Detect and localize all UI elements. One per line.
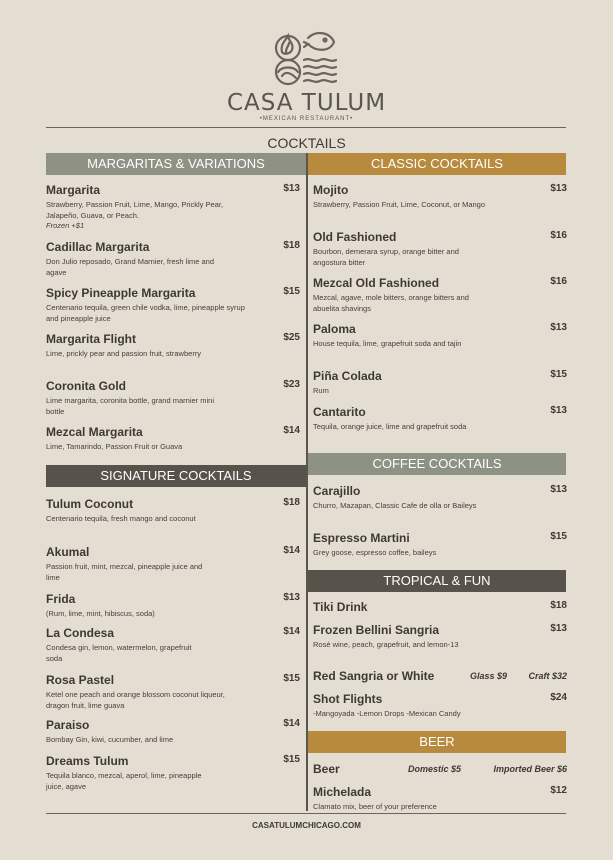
column-divider: [306, 153, 308, 811]
item-price: $15: [550, 531, 567, 542]
item-price: $18: [283, 240, 300, 251]
item-description: Rosé wine, peach, grapefruit, and lemon-13: [313, 640, 459, 649]
menu-item: [313, 484, 567, 511]
item-description: Centenario tequila, fresh mango and coconut: [46, 514, 196, 523]
item-description: Condesa gin, lemon, watermelon, grapefruit soda: [46, 643, 192, 663]
item-price: $13: [550, 623, 567, 634]
divider-bottom: [46, 813, 566, 814]
menu-item: [313, 669, 567, 683]
item-price: $13: [550, 484, 567, 495]
item-note: Frozen +$1: [46, 221, 85, 230]
menu-item: [46, 240, 300, 278]
item-price: $16: [550, 230, 567, 241]
item-description: Passion fruit, mint, mezcal, pineapple juice and lime: [46, 562, 203, 582]
menu-item: [46, 425, 300, 452]
item-price: $13: [550, 183, 567, 194]
menu-item: [313, 762, 567, 776]
menu-item: [313, 276, 567, 314]
item-price: $14: [283, 718, 300, 729]
item-price: $14: [283, 545, 300, 556]
item-price: $18: [283, 497, 300, 508]
item-name: Mezcal Old Fashioned: [313, 276, 440, 290]
menu-item: [46, 754, 300, 792]
website-link[interactable]: CASATULUMCHICAGO.COM: [252, 821, 361, 830]
item-description: Lime, Tamarindo, Passion Fruit or Guava: [46, 442, 183, 451]
section-header-tropical: TROPICAL & FUN: [308, 570, 566, 592]
menu-item: [46, 286, 300, 324]
item-description: House tequila, lime, grapefruit soda and tajin: [313, 339, 462, 348]
item-name: Carajillo: [313, 484, 361, 498]
item-price-domestic: Domestic $5: [408, 764, 462, 774]
item-name: Spicy Pineapple Margarita: [46, 286, 196, 300]
item-name: Margarita Flight: [46, 332, 137, 346]
item-description: Ketel one peach and orange blossom coconut liqueur, dragon fruit, lime guava: [46, 690, 225, 710]
menu-item: [46, 545, 300, 583]
item-name: Cantarito: [313, 405, 366, 419]
item-name: Rosa Pastel: [46, 673, 115, 687]
item-price: $25: [283, 332, 300, 343]
menu-item: [313, 785, 567, 812]
menu-title: COCKTAILS: [267, 135, 346, 151]
item-price: $16: [550, 276, 567, 287]
item-price: $15: [283, 286, 300, 297]
menu-item: [46, 332, 300, 359]
item-price: $23: [283, 379, 300, 390]
menu-item: [313, 692, 567, 719]
item-name: Paloma: [313, 322, 356, 336]
item-price-glass: Glass $9: [470, 671, 508, 681]
item-description: Strawberry, Passion Fruit, Lime, Mango, Prickly Pear, Jalapeño, Guava, or Peach.: [46, 200, 224, 220]
section-header-coffee: COFFEE COCKTAILS: [308, 453, 566, 475]
item-name: Old Fashioned: [313, 230, 397, 244]
menu-item: [313, 230, 567, 268]
item-name: Espresso Martini: [313, 531, 410, 545]
menu-item: [313, 322, 567, 349]
item-description: -Mangoyada -Lemon Drops -Mexican Candy: [313, 709, 461, 718]
item-name: Paraiso: [46, 718, 90, 732]
item-name: Tulum Coconut: [46, 497, 134, 511]
menu-item: [46, 183, 300, 230]
menu-item: [46, 497, 300, 524]
item-price: $18: [550, 600, 567, 611]
menu-item: [313, 405, 567, 432]
menu-item: [313, 623, 567, 650]
item-description: Tequila blanco, mezcal, aperol, lime, pineapple juice, agave: [46, 771, 202, 791]
item-price: $15: [550, 369, 567, 380]
item-description: Bombay Gin, kiwi, cucumber, and lime: [46, 735, 174, 744]
brand-tagline: •MEXICAN RESTAURANT•: [259, 116, 354, 122]
menu-item: [46, 626, 300, 664]
item-name: Red Sangria or White: [313, 669, 435, 683]
item-name: Beer: [313, 762, 340, 776]
item-name: La Condesa: [46, 626, 115, 640]
item-price: $13: [283, 592, 300, 603]
section-header-margaritas: MARGARITAS & VARIATIONS: [46, 153, 306, 175]
item-name: Cadillac Margarita: [46, 240, 150, 254]
menu-item: [313, 183, 567, 210]
item-price: $13: [550, 405, 567, 416]
item-description: Lime margarita, coronita bottle, grand marnier mini bottle: [46, 396, 214, 416]
menu-item: [46, 673, 300, 711]
item-name: Margarita: [46, 183, 101, 197]
divider-top: [46, 127, 566, 128]
item-name: Frozen Bellini Sangria: [313, 623, 440, 637]
item-price: $13: [550, 322, 567, 333]
section-header-signature: SIGNATURE COCKTAILS: [46, 465, 306, 487]
item-description: Rum: [313, 386, 329, 395]
fire-fish-waves-logo-icon: [270, 30, 342, 86]
item-price: $15: [283, 754, 300, 765]
item-description: Centenario tequila, green chile vodka, lime, pineapple syrup and pineapple juice: [46, 303, 245, 323]
item-name: Mezcal Margarita: [46, 425, 143, 439]
menu-item: [313, 600, 567, 614]
section-header-beer: BEER: [308, 731, 566, 753]
menu-item: [46, 379, 300, 417]
item-name: Frida: [46, 592, 76, 606]
item-price: $14: [283, 626, 300, 637]
item-name: Piña Colada: [313, 369, 382, 383]
item-description: Grey goose, espresso coffee, baileys: [313, 548, 437, 557]
item-description: (Rum, lime, mint, hibiscus, soda): [46, 609, 155, 618]
item-description: Strawberry, Passion Fruit, Lime, Coconut, or Mango: [313, 200, 486, 209]
item-description: Don Julio reposado, Grand Marnier, fresh lime and agave: [46, 257, 215, 277]
item-name: Tiki Drink: [313, 600, 368, 614]
item-price: $14: [283, 425, 300, 436]
item-price-craft: Craft $32: [528, 671, 567, 681]
menu-item: [313, 531, 567, 558]
item-price: $24: [550, 692, 567, 703]
item-price: $13: [283, 183, 300, 194]
menu-item: [46, 592, 300, 619]
menu-item: [46, 718, 300, 745]
item-price: $15: [283, 673, 300, 684]
item-name: Dreams Tulum: [46, 754, 129, 768]
item-description: Churro, Mazapan, Classic Cafe de olla or Baileys: [313, 501, 477, 510]
item-price-imported: Imported Beer $6: [493, 764, 567, 774]
item-description: Lime, prickly pear and passion fruit, strawberry: [46, 349, 202, 358]
item-name: Shot Flights: [313, 692, 383, 706]
item-name: Michelada: [313, 785, 372, 799]
item-description: Tequila, orange juice, lime and grapefruit soda: [313, 422, 467, 431]
item-description: Mezcal, agave, mole bitters, orange bitters and abuelita shavings: [313, 293, 469, 313]
item-price: $12: [550, 785, 567, 796]
brand-name: CASA TULUM: [226, 90, 387, 116]
section-header-classic: CLASSIC COCKTAILS: [308, 153, 566, 175]
item-name: Akumal: [46, 545, 90, 559]
item-name: Mojito: [313, 183, 349, 197]
item-description: Bourbon, demerara syrup, orange bitter and angostura bitter: [313, 247, 459, 267]
item-description: Clamato mix, beer of your preference: [313, 802, 437, 811]
menu-item: [313, 369, 567, 396]
item-name: Coronita Gold: [46, 379, 126, 393]
